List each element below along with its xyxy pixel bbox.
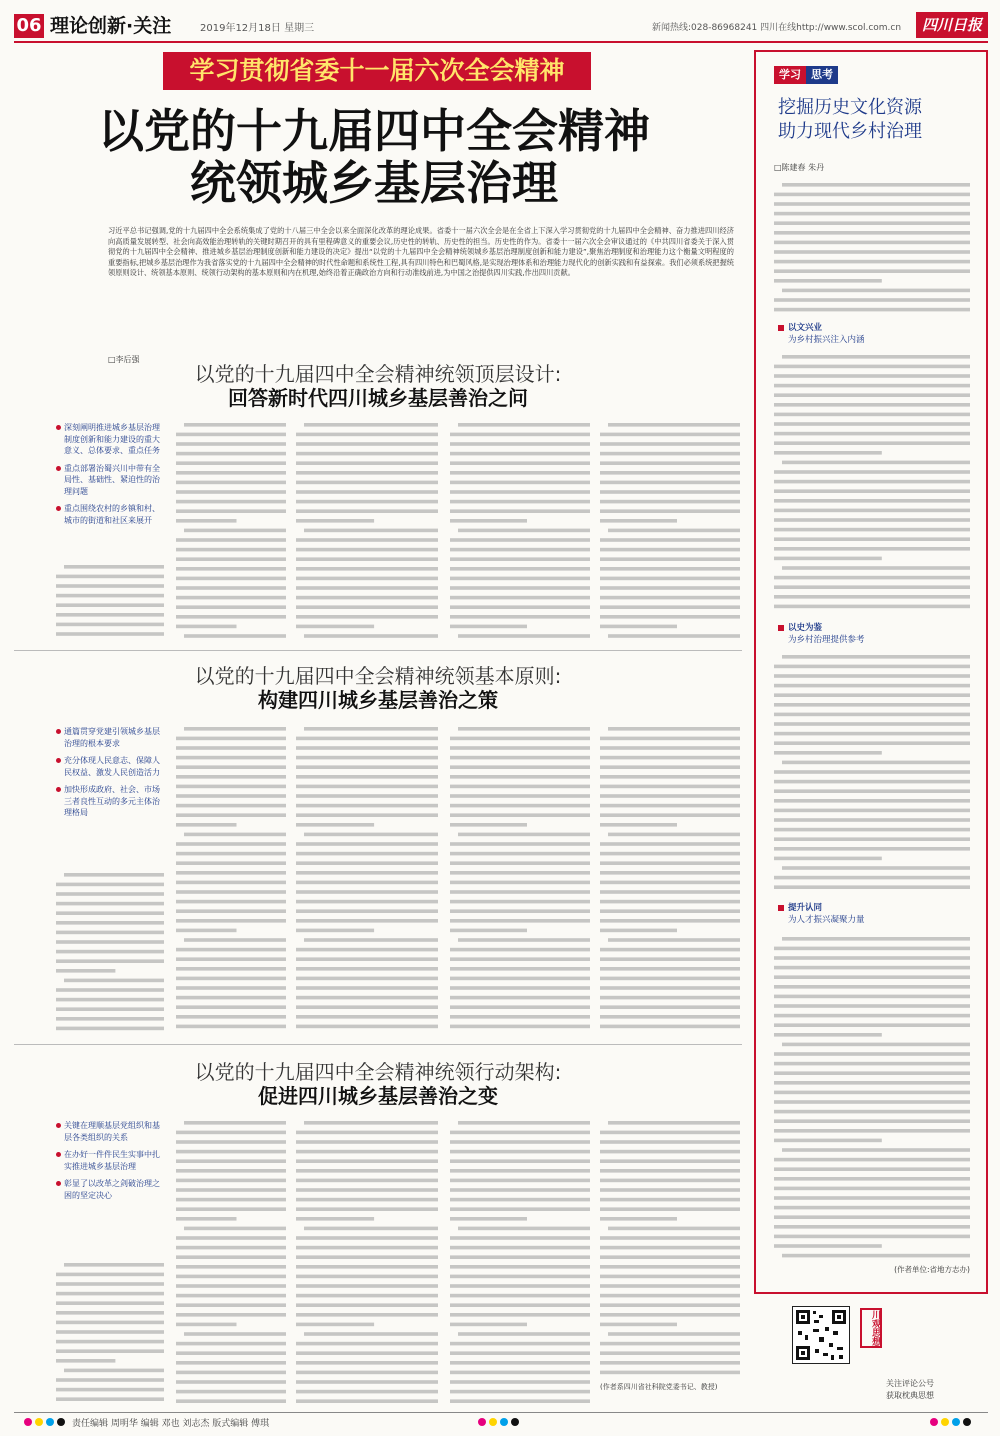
registration-dot-icon xyxy=(489,1418,497,1426)
bullet-item: 彰显了以改革之剑破治理之困的坚定决心 xyxy=(56,1178,164,1201)
bullet-dot-icon xyxy=(56,729,61,734)
bullet-dot-icon xyxy=(56,1152,61,1157)
qr-code[interactable] xyxy=(792,1306,850,1364)
bullet-dot-icon xyxy=(56,758,61,763)
body-column-filler xyxy=(296,420,438,642)
footer-color-dots-right xyxy=(930,1418,971,1426)
fine-print-lines xyxy=(774,352,970,614)
fine-print-lines xyxy=(450,420,590,642)
section-3-title: 促进四川城乡基层善治之变 xyxy=(258,1084,498,1108)
sidebar-title-1: 挖掘历史文化资源 xyxy=(778,97,922,118)
section-3-kicker: 以党的十九届四中全会精神统领行动架构: xyxy=(194,1060,562,1084)
fine-print-lines xyxy=(600,1118,740,1380)
body-column-filler xyxy=(450,1118,590,1408)
sidebar-body-filler xyxy=(774,180,970,316)
sidebar-body-filler xyxy=(774,652,970,896)
main-byline: □李后强 xyxy=(108,355,140,364)
section-3-bullets xyxy=(56,1120,164,1201)
section-name: 理论创新·关注 xyxy=(50,15,172,37)
lead-paragraph: 习近平总书记强调,党的十九届四中全会系统集成了党的十八届三中全会以来全面深化改革的理论成果。省委十一届六次全会是在全省上下深入学习贯彻党的十九届四中全会精神、奋力推进四川经济向高质量发展转型、社会向高效能治理转轨的关键时期召开的具有里程碑意义的重要会议,历史性的转轨、历史性的担当。历史性的作为。省委十一届六次全会审议通过的《中共四川省委关于深入贯彻党的十九届四中全会精神、推进城乡基层治理制度创新和能力建设的决定》提出“以党的十九届四中全会精神统领城乡基层治理制度创新和能力建设”,聚焦治理制度和治理能力这个衡量文明程度的重要指标,把城乡基层治理作为我省落实党的十九届四中全会精神的时代性命题和系统性工程,具有四川特色和巴蜀风格,是实现治理体系和治理能力现代化的创新实践和有益探索。我们必须系统把握统领原则设计、统领基本原则、统领行动架构的基本原则和内在机理,始终沿着正确政治方向和行动准线前进,为中国之治提供四川实践,作出四川贡献。 xyxy=(108,226,734,278)
issue-date: 2019年12月18日 星期三 xyxy=(200,23,315,34)
header-rule xyxy=(14,41,988,43)
fine-print-lines xyxy=(56,1260,164,1408)
bullet-dot-icon xyxy=(56,1123,61,1128)
fine-print-lines xyxy=(774,180,970,316)
fine-print-lines xyxy=(56,562,164,642)
body-column-filler xyxy=(450,420,590,642)
bullet-dot-icon xyxy=(56,466,61,471)
registration-dot-icon xyxy=(941,1418,949,1426)
registration-dot-icon xyxy=(46,1418,54,1426)
footer-color-dots-mid xyxy=(478,1418,519,1426)
registration-dot-icon xyxy=(963,1418,971,1426)
subhead-square-icon xyxy=(778,905,784,911)
tag-think: 思考 xyxy=(806,66,838,84)
sidebar-byline: □陈建春 朱丹 xyxy=(774,163,825,172)
bullet-item: 重点围绕农村的乡镇和村、城市的街道和社区来展开 xyxy=(56,503,164,526)
body-column-filler xyxy=(600,1118,740,1380)
bullet-dot-icon xyxy=(56,506,61,511)
section-divider xyxy=(14,1044,742,1045)
fine-print-lines xyxy=(296,1118,438,1408)
section-1-bullets xyxy=(56,422,164,526)
sidebar-subhead-3 xyxy=(788,902,865,926)
footer-color-dots-left xyxy=(24,1418,65,1426)
fine-print-lines xyxy=(176,1118,286,1408)
registration-dot-icon xyxy=(35,1418,43,1426)
qr-caption-1: 关注评论公号 xyxy=(886,1379,934,1388)
bullet-item: 关键在理顺基层党组织和基层各类组织的关系 xyxy=(56,1120,164,1143)
body-column-filler xyxy=(56,562,164,642)
sidebar-body-filler xyxy=(774,352,970,614)
fine-print-lines xyxy=(296,724,438,1036)
fine-print-lines xyxy=(600,724,740,1036)
fine-print-lines xyxy=(296,420,438,642)
page-number: 06 xyxy=(14,14,44,38)
bullet-dot-icon xyxy=(56,425,61,430)
bullet-dot-icon xyxy=(56,787,61,792)
qr-pattern-icon xyxy=(793,1307,849,1363)
sidebar-tag xyxy=(774,66,838,84)
sidebar-subhead-1 xyxy=(788,322,865,346)
fine-print-lines xyxy=(56,870,164,1036)
body-column-filler xyxy=(176,724,286,1036)
tag-study: 学习 xyxy=(774,66,806,84)
bullet-item: 通篇贯穿党建引领城乡基层治理的根本要求 xyxy=(56,726,164,749)
headline-line-2: 统领城乡基层治理 xyxy=(190,156,558,210)
subhead-line: 以史为鉴 xyxy=(788,623,823,633)
body-column-filler xyxy=(56,1260,164,1408)
section-divider xyxy=(14,650,742,651)
registration-dot-icon xyxy=(500,1418,508,1426)
bullet-item: 充分体现人民意志、保障人民权益、激发人民创造活力 xyxy=(56,755,164,778)
sidebar-body-filler xyxy=(774,934,970,1258)
registration-dot-icon xyxy=(24,1418,32,1426)
body-column-filler xyxy=(600,724,740,1036)
editors-credit: 责任编辑 周明华 编辑 邓也 刘志杰 版式编辑 傅琪 xyxy=(72,1419,270,1429)
fine-print-lines xyxy=(450,1118,590,1408)
headline-line-1: 以党的十九届四中全会精神 xyxy=(98,104,650,158)
sidebar-title-2: 助力现代乡村治理 xyxy=(778,121,922,142)
section-2-bullets xyxy=(56,726,164,819)
bullet-item: 加快形成政府、社会、市场三者良性互动的多元主体治理格局 xyxy=(56,784,164,819)
registration-dot-icon xyxy=(952,1418,960,1426)
section-1-kicker: 以党的十九届四中全会精神统领顶层设计: xyxy=(194,362,562,386)
section-1-title: 回答新时代四川城乡基层善治之问 xyxy=(228,386,528,410)
masthead-logo: 四川日报 xyxy=(916,12,988,38)
body-column-filler xyxy=(176,1118,286,1408)
sidebar-author-note: (作者单位:省地方志办) xyxy=(894,1265,970,1274)
sidebar-subhead-2 xyxy=(788,622,865,646)
subhead-line: 提升认同 xyxy=(788,903,823,913)
body-column-filler xyxy=(450,724,590,1036)
subhead-line: 为乡村振兴注入内涵 xyxy=(788,335,865,345)
qr-caption-2: 获取枕典思想 xyxy=(886,1391,934,1400)
subhead-square-icon xyxy=(778,625,784,631)
body-column-filler xyxy=(56,870,164,1036)
fine-print-lines xyxy=(176,420,286,642)
subhead-square-icon xyxy=(778,325,784,331)
think-stamp: 川观思想 xyxy=(860,1308,882,1348)
news-hotline: 新闻热线:028-86968241 四川在线http://www.scol.com.cn xyxy=(652,23,902,33)
fine-print-lines xyxy=(450,724,590,1036)
bullet-dot-icon xyxy=(56,1181,61,1186)
body-column-filler xyxy=(176,420,286,642)
body-column-filler xyxy=(296,1118,438,1408)
fine-print-lines xyxy=(600,420,740,642)
theme-banner: 学习贯彻省委十一届六次全会精神 xyxy=(163,52,591,90)
bullet-item: 在办好一件件民生实事中扎实推进城乡基层治理 xyxy=(56,1149,164,1172)
section-2-kicker: 以党的十九届四中全会精神统领基本原则: xyxy=(194,664,562,688)
bullet-item: 深刻阐明推进城乡基层治理制度创新和能力建设的重大意义、总体要求、重点任务 xyxy=(56,422,164,457)
registration-dot-icon xyxy=(57,1418,65,1426)
footer-rule xyxy=(14,1412,988,1413)
fine-print-lines xyxy=(774,652,970,896)
registration-dot-icon xyxy=(478,1418,486,1426)
registration-dot-icon xyxy=(930,1418,938,1426)
subhead-line: 为乡村治理提供参考 xyxy=(788,635,865,645)
body-column-filler xyxy=(600,420,740,642)
main-author-note: (作者系四川省社科院党委书记、教授) xyxy=(600,1383,718,1391)
registration-dot-icon xyxy=(511,1418,519,1426)
fine-print-lines xyxy=(176,724,286,1036)
subhead-line: 以文兴业 xyxy=(788,323,823,333)
body-column-filler xyxy=(296,724,438,1036)
section-2-title: 构建四川城乡基层善治之策 xyxy=(258,688,498,712)
fine-print-lines xyxy=(774,934,970,1258)
subhead-line: 为人才振兴凝聚力量 xyxy=(788,915,865,925)
bullet-item: 重点部署治蜀兴川中带有全局性、基础性、紧迫性的治理问题 xyxy=(56,463,164,498)
